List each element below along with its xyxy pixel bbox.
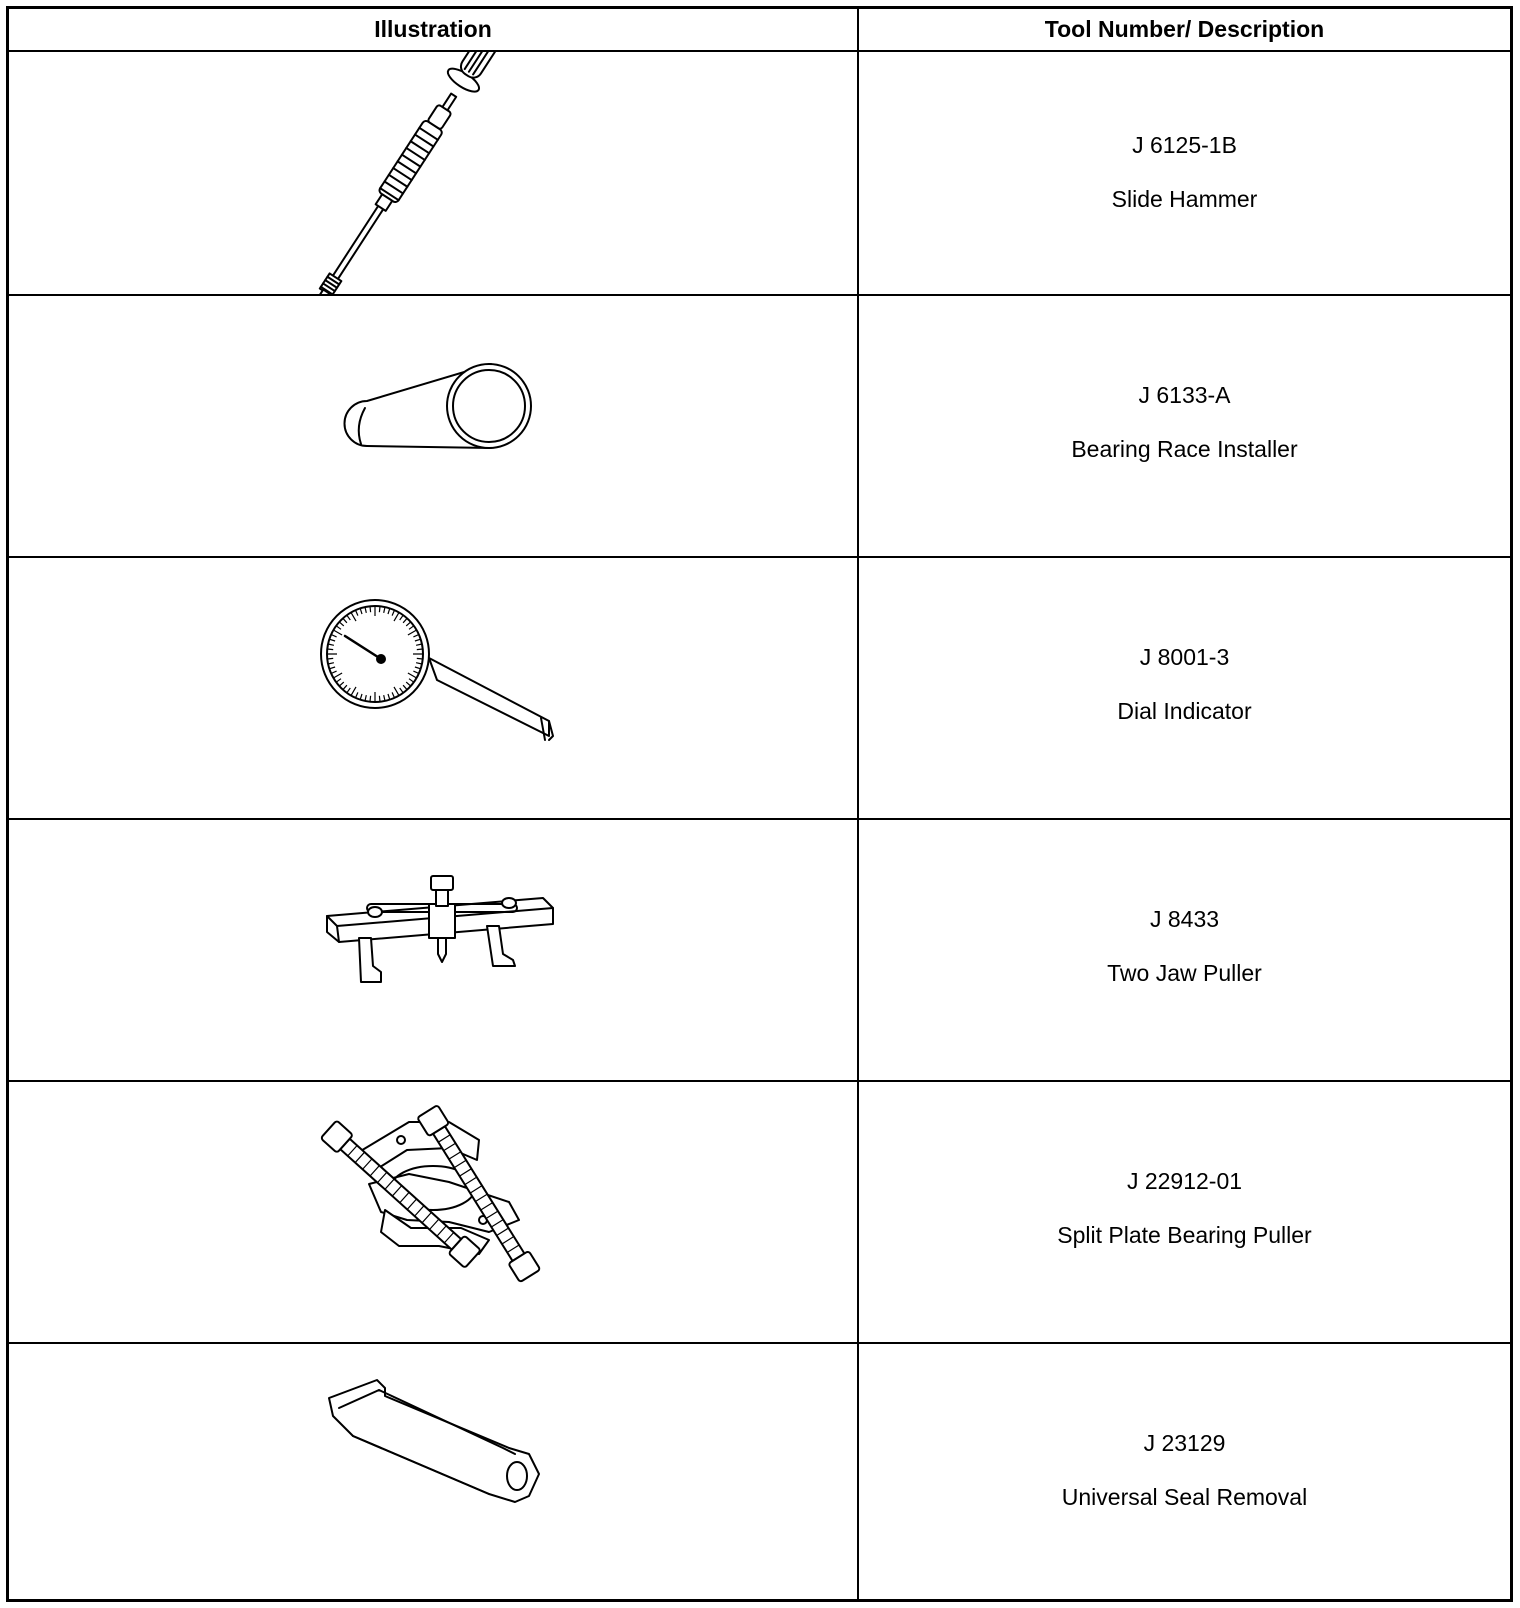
split-plate-bearing-puller-icon [9,1082,857,1342]
tool-description-cell [859,820,1510,1080]
dial-indicator-icon [9,558,857,818]
tool-number: J 6133-A [1138,382,1231,408]
tool-number: J 8001-3 [1139,644,1230,670]
table-row [9,1082,1510,1344]
tool-number: J 23129 [1143,1430,1226,1456]
tool-number: J 22912-01 [1126,1168,1243,1194]
tool-description-cell [859,1344,1510,1599]
table-row [9,296,1510,558]
header-illustration: Illustration [374,16,492,42]
table-row [9,558,1510,820]
tool-number: J 6125-1B [1132,132,1237,158]
tool-description-cell [859,296,1510,556]
table-header [9,9,1510,52]
tool-description: Universal Seal Removal [1061,1484,1308,1510]
tool-description: Two Jaw Puller [1107,960,1262,986]
tool-description: Slide Hammer [1111,186,1258,212]
table-row [9,52,1510,296]
tool-number: J 8433 [1149,906,1220,932]
two-jaw-puller-icon [9,820,857,1080]
tool-description-cell [859,52,1510,294]
tool-description-cell [859,1082,1510,1342]
tool-description: Dial Indicator [1117,698,1252,724]
bearing-race-installer-icon [9,296,857,556]
table-row [9,1344,1510,1599]
tool-table [6,6,1513,1602]
slide-hammer-icon [9,52,857,294]
table-row [9,820,1510,1082]
universal-seal-removal-icon [9,1344,857,1599]
tool-description-cell [859,558,1510,818]
header-tool-description: Tool Number/ Description [1044,16,1325,42]
tool-description: Bearing Race Installer [1071,436,1298,462]
tool-description: Split Plate Bearing Puller [1057,1222,1312,1248]
